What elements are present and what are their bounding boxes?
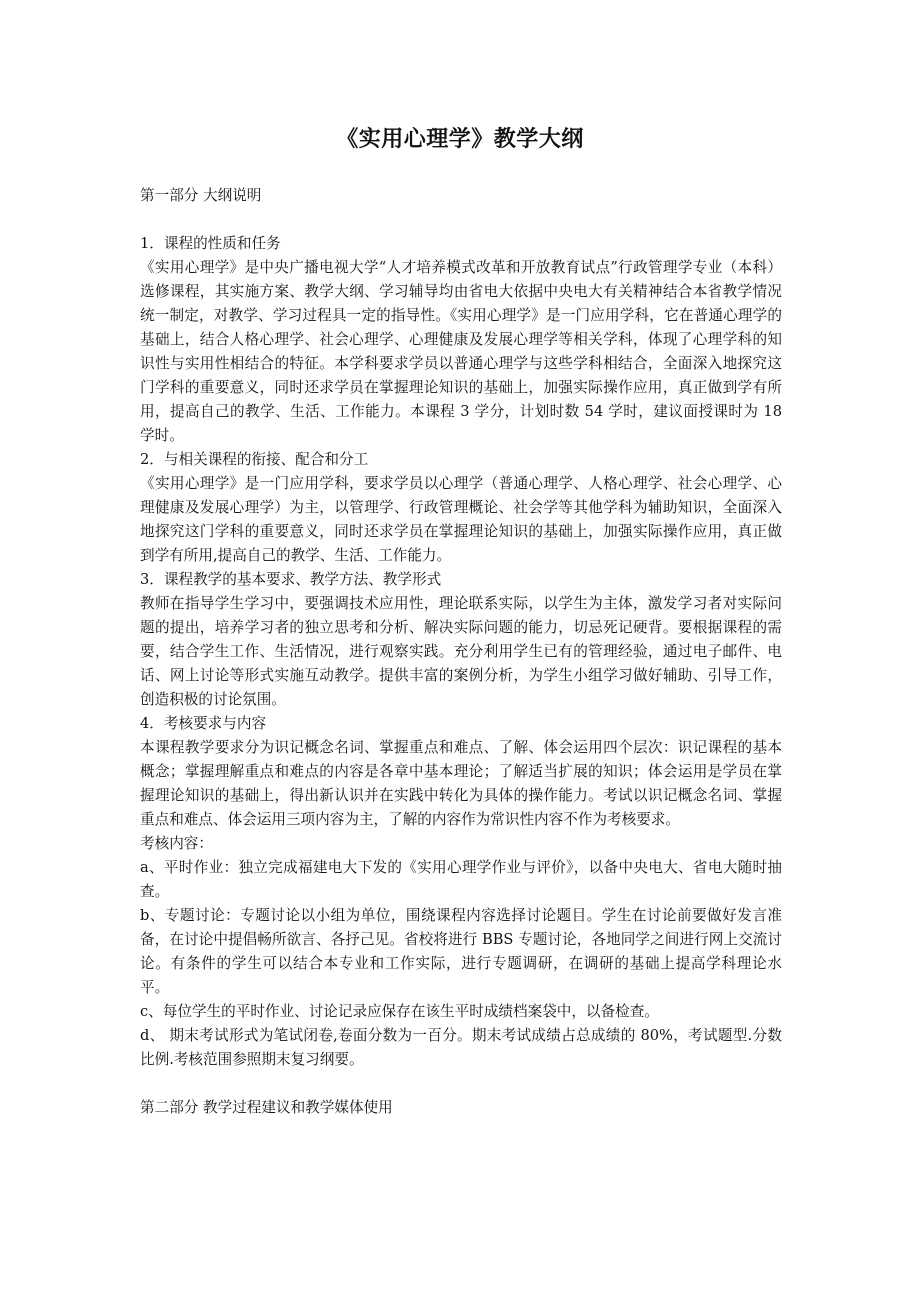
assessment-item-b: b、专题讨论：专题讨论以小组为单位，围绕课程内容选择讨论题目。学生在讨论前要做好发言准备，在讨论中提倡畅所欲言、各抒己见。省校将进行 BBS 专题讨论，各地同学之间进行网上交流讨论。有条件的学生可以结合本专业和工作实际，进行专题调研，在调研的基础上提高学科理论水平。 bbox=[140, 907, 782, 996]
section-3-heading: 3．课程教学的基本要求、教学方法、教学形式 bbox=[140, 571, 442, 588]
assessment-item-a: a、平时作业：独立完成福建电大下发的《实用心理学作业与评价》，以备中央电大、省电大随时抽查。 bbox=[140, 859, 782, 900]
section-1-paragraph: 《实用心理学》是中央广播电视大学“人才培养模式改革和开放教育试点”行政管理学专业（本科）选修课程，其实施方案、教学大纲、学习辅导均由省电大依据中央电大有关精神结合本省教学情况统一制定，对教学、学习过程具一定的指导性。《实用心理学》是一门应用学科，它在普通心理学的基础上，结合人格心理学、社会心理学、心理健康及发展心理学等相关学科，体现了心理学科的知识性与实用性相结合的特征。本学科要求学员以普通心理学与这些学科相结合，全面深入地探究这门学科的重要意义，同时还求学员在掌握理论知识的基础上，加强实际操作应用，真正做到学有所用，提高自己的教学、生活、工作能力。本课程 3 学分，计划时数 54 学时，建议面授课时为 18 学时。 bbox=[140, 259, 782, 444]
section-2-heading: 2．与相关课程的衔接、配合和分工 bbox=[140, 451, 369, 468]
spacer bbox=[140, 208, 782, 232]
part1-heading: 第一部分 大纲说明 bbox=[140, 187, 262, 204]
assessment-item-d: d、 期末考试形式为笔试闭卷,卷面分数为一百分。期末考试成绩占总成绩的 80%，考试题型.分数比例.考核范围参照期末复习纲要。 bbox=[140, 1027, 782, 1068]
spacer bbox=[140, 1072, 782, 1096]
part2-heading: 第二部分 教学过程建议和教学媒体使用 bbox=[140, 1099, 393, 1116]
document-title: 《实用心理学》教学大纲 bbox=[336, 126, 584, 152]
section-2-paragraph: 《实用心理学》是一门应用学科，要求学员以心理学（普通心理学、人格心理学、社会心理学、心理健康及发展心理学）为主，以管理学、行政管理概论、社会学等其他学科为辅助知识，全面深入地探究这门学科的重要意义，同时还求学员在掌握理论知识的基础上，加强实际操作应用，真正做到学有所用,提高自己的教学、生活、工作能力。 bbox=[140, 475, 782, 564]
assessment-item-c: c、每位学生的平时作业、讨论记录应保存在该生平时成绩档案袋中，以备检查。 bbox=[140, 1003, 659, 1020]
assessment-content-label: 考核内容： bbox=[140, 835, 213, 852]
section-4-heading: 4．考核要求与内容 bbox=[140, 715, 267, 732]
section-1-heading: 1．课程的性质和任务 bbox=[140, 235, 281, 252]
section-4-paragraph: 本课程教学要求分为识记概念名词、掌握重点和难点、了解、体会运用四个层次：识记课程的基本概念；掌握理解重点和难点的内容是各章中基本理论；了解适当扩展的知识；体会运用是学员在掌握理论知识的基础上，得出新认识并在实践中转化为具体的操作能力。考试以识记概念名词、掌握重点和难点、体会运用三项内容为主，了解的内容作为常识性内容不作为考核要求。 bbox=[140, 739, 782, 828]
section-3-paragraph: 教师在指导学生学习中，要强调技术应用性，理论联系实际，以学生为主体，激发学习者对实际问题的提出，培养学习者的独立思考和分析、解决实际问题的能力，切忌死记硬背。要根据课程的需要，结合学生工作、生活情况，进行观察实践。充分利用学生已有的管理经验，通过电子邮件、电话、网上讨论等形式实施互动教学。提供丰富的案例分析，为学生小组学习做好辅助、引导工作，创造积极的讨论氛围。 bbox=[140, 595, 782, 708]
document-body bbox=[140, 184, 782, 1120]
